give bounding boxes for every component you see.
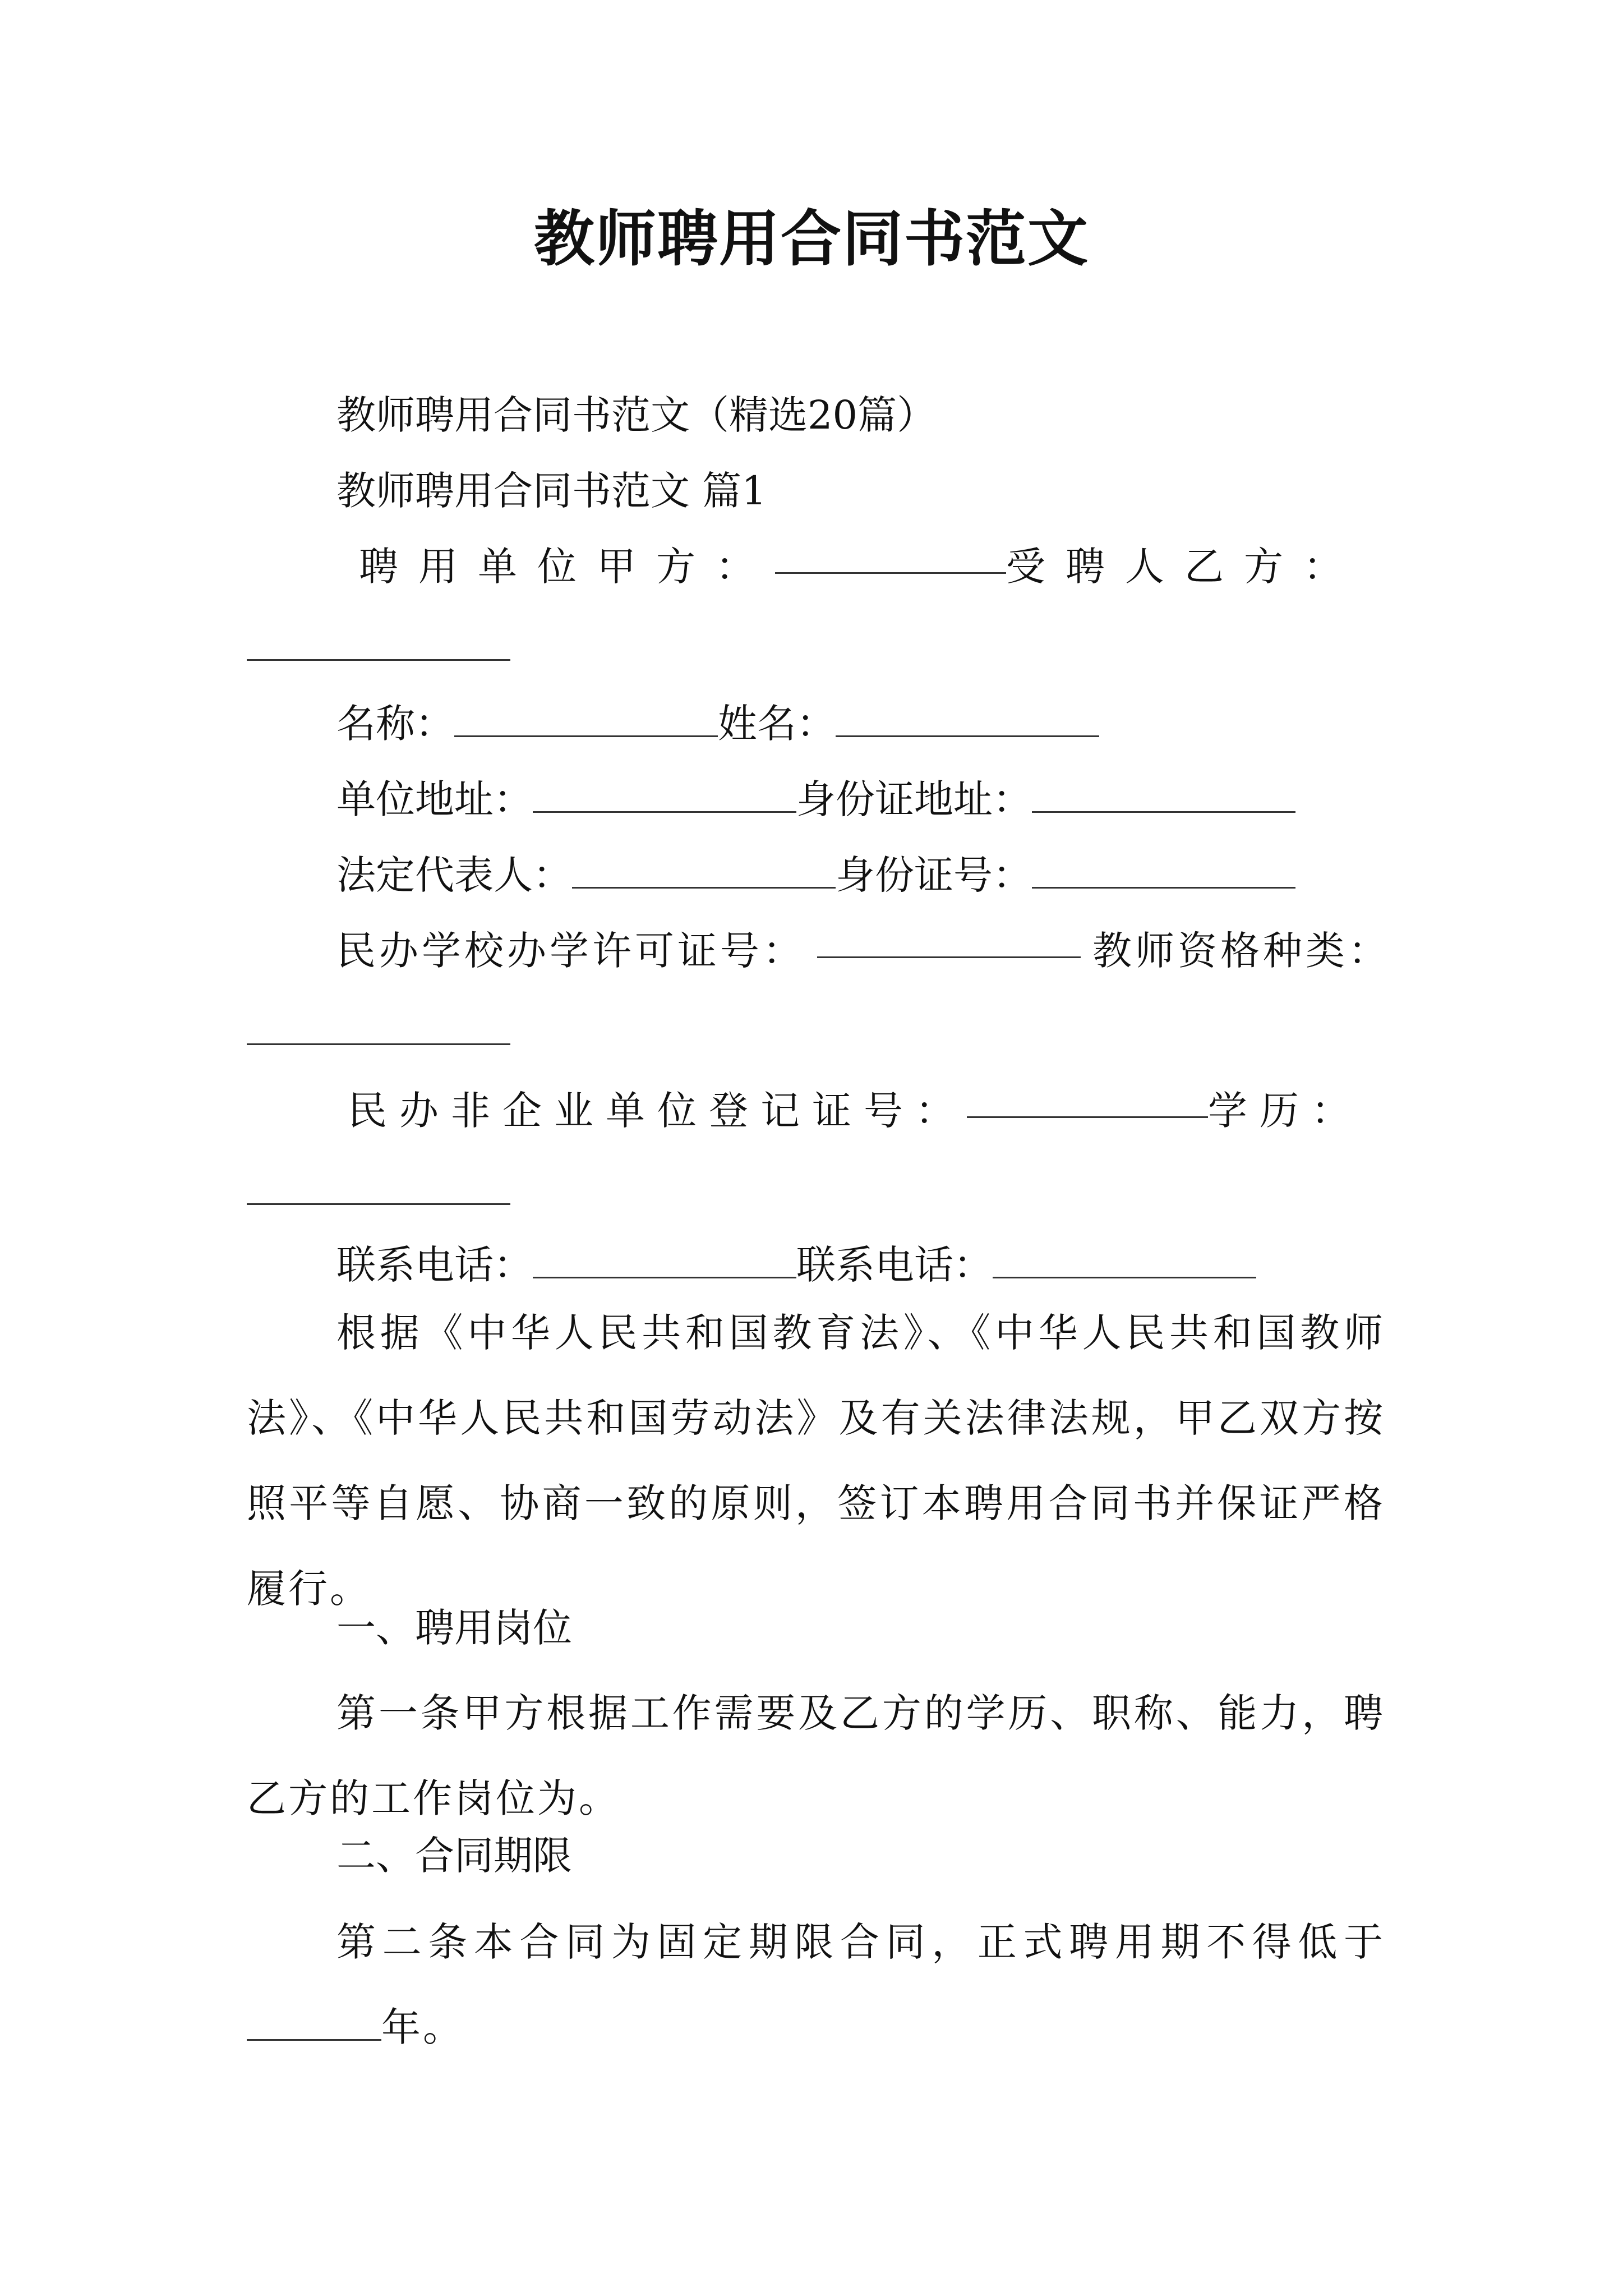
education-label: 学历： (1208, 1088, 1363, 1134)
legal-rep-blank (572, 853, 836, 889)
clause2-end: 年。 (381, 2004, 464, 2050)
legal-rep-label: 法定代表人： (336, 852, 572, 898)
unit-address-blank (533, 777, 796, 813)
unit-address-label: 单位地址： (336, 776, 533, 822)
phone-blank-a (533, 1243, 796, 1278)
id-address-blank (1032, 777, 1295, 813)
clause2-text: 第二条本合同为固定期限合同，正式聘用期不得低于 (336, 1919, 1385, 1965)
registration-blank (967, 1083, 1208, 1118)
parties-row (359, 539, 1363, 595)
phone-label-b: 联系电话： (796, 1242, 993, 1288)
registration-row (348, 1083, 1363, 1139)
school-license-label: 民办学校办学许可证号： (336, 928, 805, 974)
phone-label-a: 联系电话： (336, 1242, 533, 1288)
name-label: 名称： (336, 701, 454, 747)
phone-row (336, 1237, 1256, 1293)
years-blank (247, 2005, 381, 2041)
id-address-label: 身份证地址： (796, 776, 1032, 822)
registration-label: 民办非企业单位登记证号： (348, 1088, 967, 1134)
employer-label: 聘用单位甲方： (359, 544, 775, 590)
section1-heading: 一、聘用岗位 (336, 1605, 572, 1651)
subtitle: 教师聘用合同书范文（精选20篇） (336, 392, 937, 438)
full-name-blank (836, 702, 1099, 737)
teacher-qual-blank (247, 1043, 510, 1045)
employee-blank (247, 659, 510, 661)
id-number-blank (1032, 853, 1295, 889)
intro-paragraph: 根据《中华人民共和国教育法》、《中华人民共和国教师法》、《中华人民共和国劳动法》及有关法律法规，甲乙双方按照平等自愿、协商一致的原则，签订本聘用合同书并保证严格履行。 (247, 1310, 1385, 1612)
id-number-label: 身份证号： (836, 852, 1032, 898)
section-heading: 教师聘用合同书范文 篇1 (336, 468, 767, 514)
license-row (336, 923, 1391, 979)
employee-label: 受聘人乙方： (1006, 544, 1363, 590)
address-row (336, 771, 1295, 827)
teacher-qual-label: 教师资格种类： (1092, 928, 1391, 974)
phone-blank-b (993, 1243, 1256, 1278)
school-license-blank (817, 923, 1081, 958)
name-blank (454, 702, 718, 737)
name-row (336, 696, 1099, 752)
document-title: 教师聘用合同书范文 (533, 204, 1089, 274)
clause1: 第一条甲方根据工作需要及乙方的学历、职称、能力，聘乙方的工作岗位为。 (247, 1690, 1385, 1821)
full-name-label: 姓名： (718, 701, 836, 747)
clause2 (247, 1899, 1385, 2070)
legal-rep-row (336, 847, 1295, 903)
employer-blank (775, 539, 1006, 574)
education-blank (247, 1203, 510, 1205)
section2-heading: 二、合同期限 (336, 1833, 572, 1879)
